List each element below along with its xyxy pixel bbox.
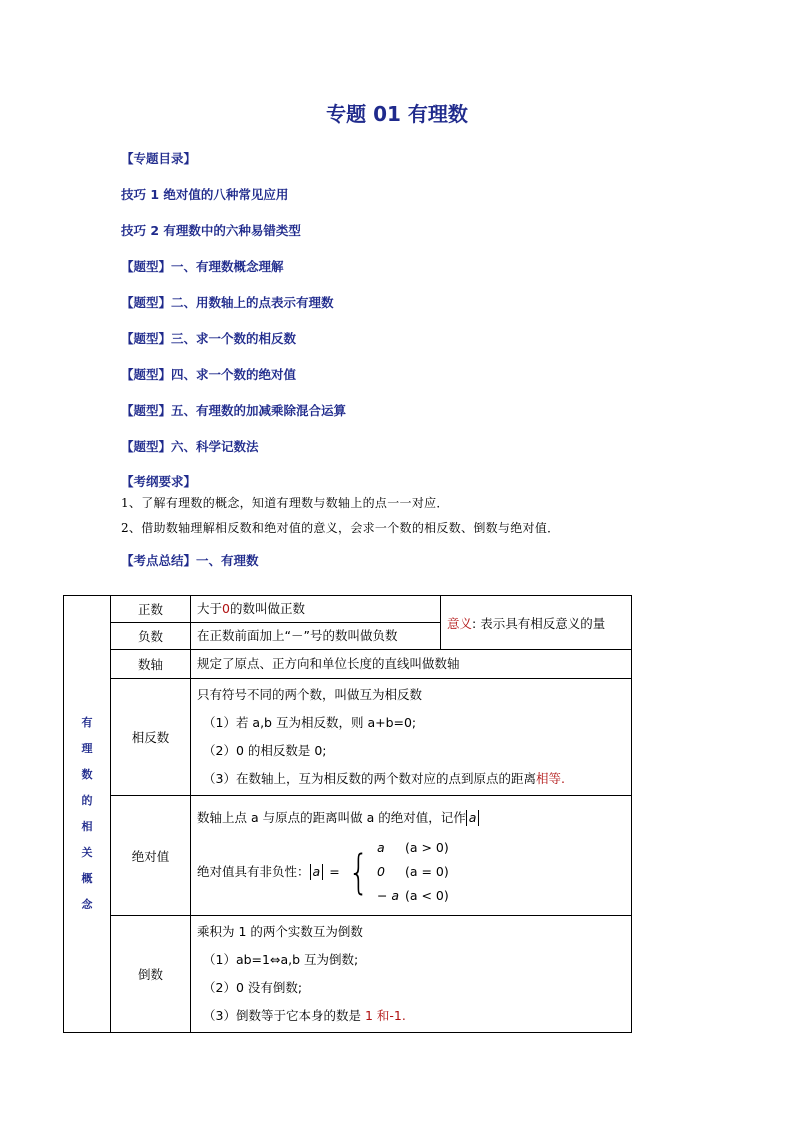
piecewise-cases: { a (a > 0) 0 (a = 0) − a (a < 0) bbox=[348, 839, 449, 903]
requirements-heading: 【考纲要求】 bbox=[121, 474, 197, 489]
toc-item: 【题型】五、有理数的加减乘除混合运算 bbox=[121, 403, 347, 418]
toc-item: 【题型】四、求一个数的绝对值 bbox=[121, 367, 297, 382]
toc-item: 【题型】六、科学记数法 bbox=[121, 439, 259, 454]
toc-heading: 【专题目录】 bbox=[121, 151, 197, 166]
desc-negative: 在正数前面加上“－”号的数叫做负数 bbox=[191, 623, 441, 650]
term-reciprocal: 倒数 bbox=[111, 916, 191, 1033]
toc-item: 【题型】二、用数轴上的点表示有理数 bbox=[121, 295, 334, 310]
term-absolute: 绝对值 bbox=[111, 796, 191, 916]
desc-positive: 大于0的数叫做正数 bbox=[191, 596, 441, 623]
section-heading: 【考点总结】一、有理数 bbox=[121, 553, 259, 568]
term-axis: 数轴 bbox=[111, 650, 191, 679]
toc-item: 技巧 2 有理数中的六种易错类型 bbox=[121, 223, 301, 238]
side-label: 有 理 数 的 相 关 概 念 bbox=[64, 596, 111, 1033]
toc-item: 【题型】三、求一个数的相反数 bbox=[121, 331, 297, 346]
meaning-cell: 意义: 表示具有相反意义的量 bbox=[441, 596, 632, 650]
page-title: 专题 01 有理数 bbox=[326, 102, 468, 126]
abs-notation: a bbox=[466, 810, 480, 826]
term-positive: 正数 bbox=[111, 596, 191, 623]
toc-item: 【题型】一、有理数概念理解 bbox=[121, 259, 284, 274]
desc-opposite: 只有符号不同的两个数，叫做互为相反数 （1）若 a,b 互为相反数，则 a+b=0; （2）0 的相反数是 0; （3）在数轴上，互为相反数的两个数对应的点到原点的距离相等. bbox=[191, 679, 632, 796]
toc-item: 技巧 1 绝对值的八种常见应用 bbox=[121, 187, 289, 202]
requirement-item: 2、借助数轴理解相反数和绝对值的意义，会求一个数的相反数、倒数与绝对值． bbox=[121, 521, 560, 535]
requirement-item: 1、了解有理数的概念，知道有理数与数轴上的点一一对应． bbox=[121, 496, 449, 510]
desc-reciprocal: 乘积为 1 的两个实数互为倒数 （1）ab=1⇔a,b 互为倒数; （2）0 没有倒数; （3）倒数等于它本身的数是 1 和-1. bbox=[191, 916, 632, 1033]
term-opposite: 相反数 bbox=[111, 679, 191, 796]
desc-axis: 规定了原点、正方向和单位长度的直线叫做数轴 bbox=[191, 650, 632, 679]
abs-notation: a bbox=[310, 864, 324, 880]
desc-absolute: 数轴上点 a 与原点的距离叫做 a 的绝对值，记作 a 绝对值具有非负性： a = { a (a > 0) 0 (a = 0) − a (a < 0) bbox=[191, 796, 632, 916]
concept-table bbox=[63, 595, 632, 1033]
term-negative: 负数 bbox=[111, 623, 191, 650]
